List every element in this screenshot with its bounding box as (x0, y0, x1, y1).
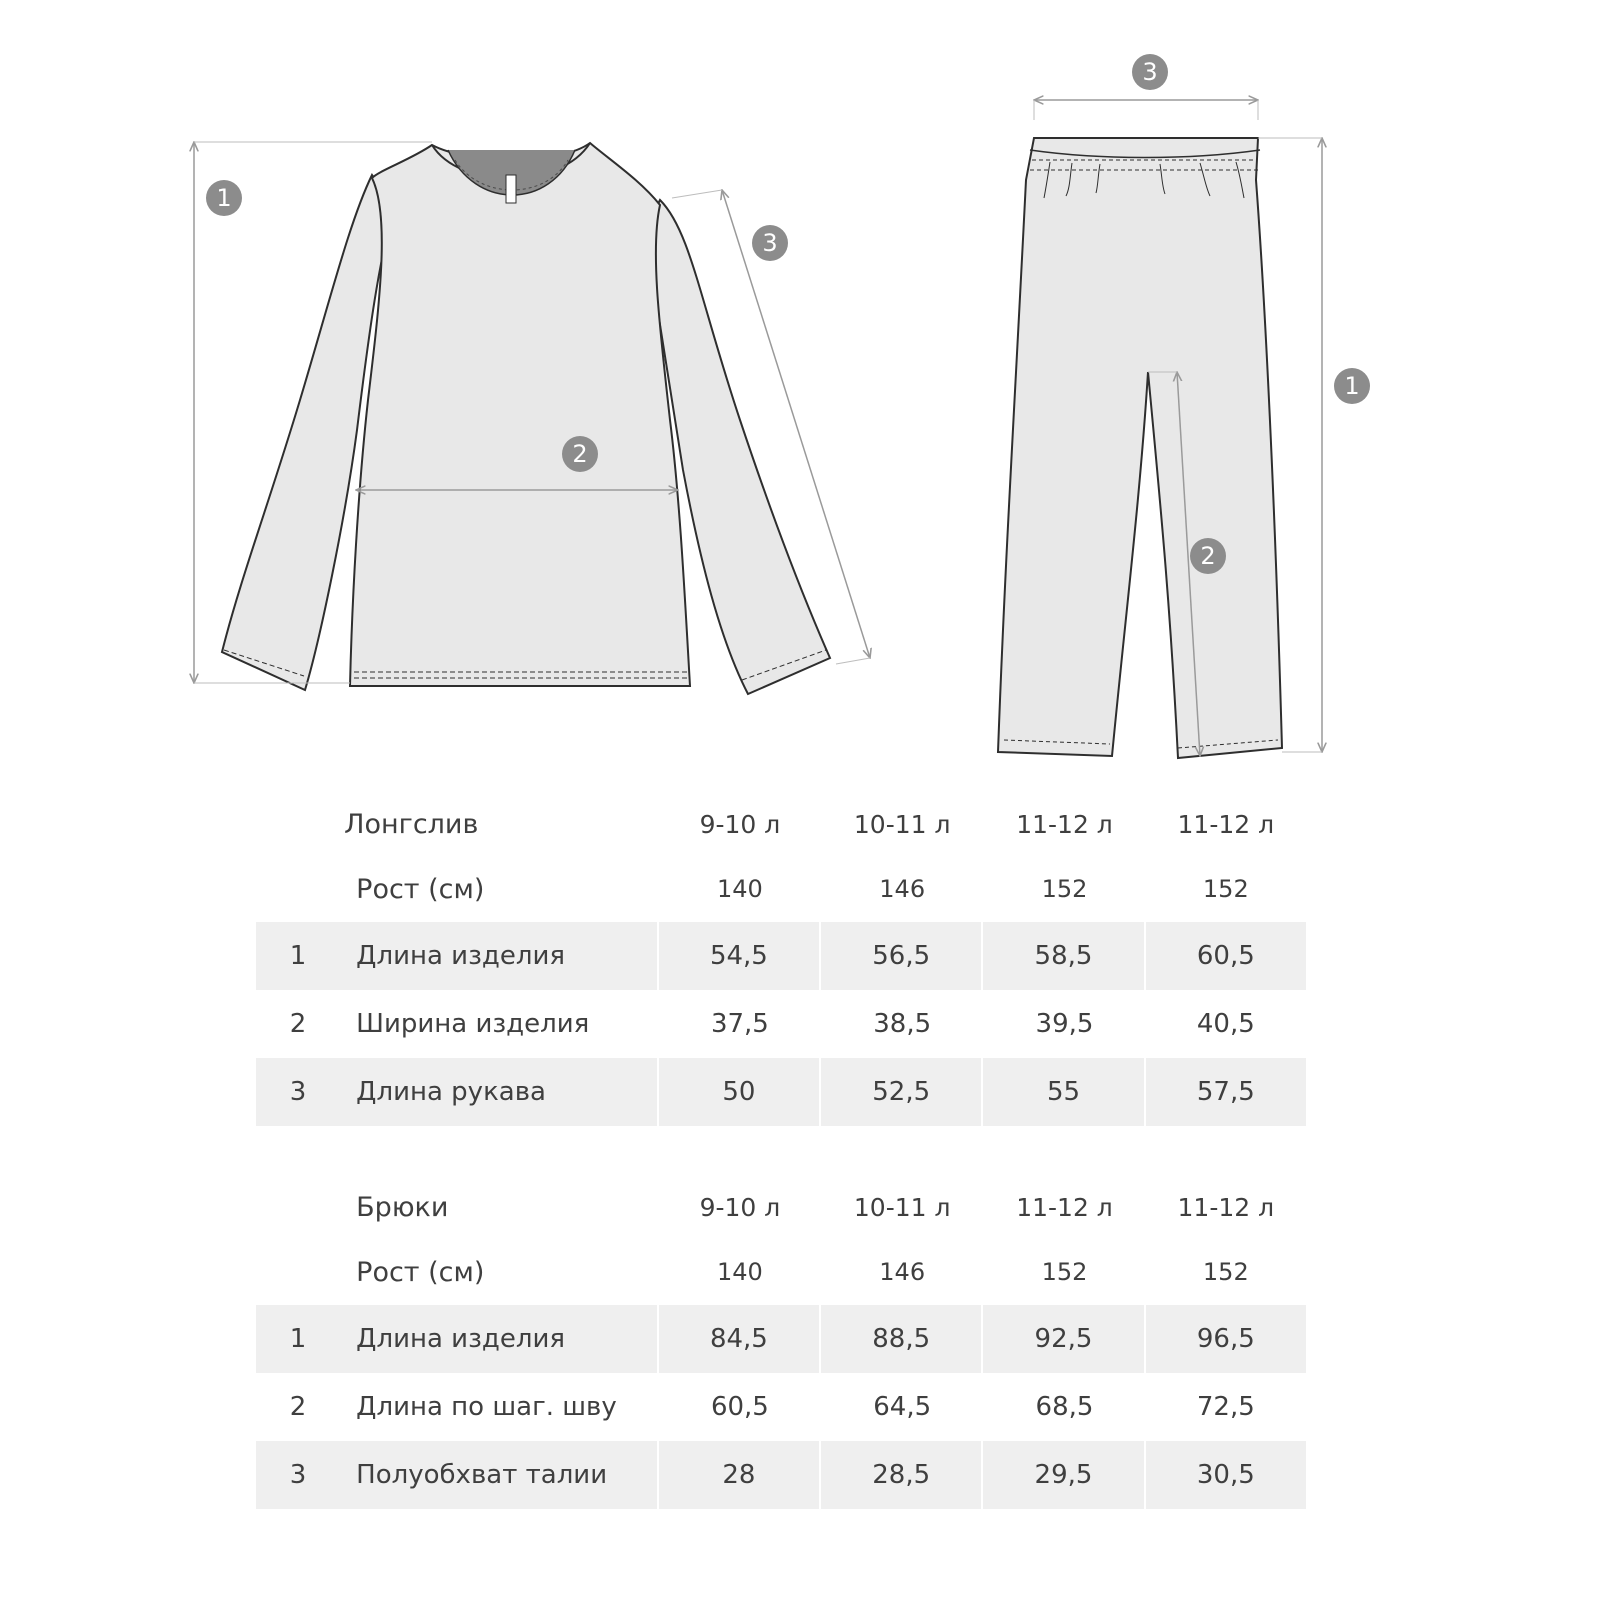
row-label: Длина по шаг. шву (356, 1392, 617, 1422)
height-label: Рост (см) (356, 873, 485, 905)
row-label: Длина изделия (340, 922, 659, 990)
row-value: 55 (983, 1058, 1145, 1126)
height-row (256, 856, 1306, 922)
row-value: 38,5 (873, 1009, 932, 1039)
row-number: 2 (289, 1392, 307, 1422)
row-value: 88,5 (821, 1305, 983, 1373)
longsleeve-size-table (256, 792, 1306, 1126)
table-row (256, 1058, 1306, 1126)
row-value: 57,5 (1146, 1058, 1306, 1126)
size-header: 10-11 л (853, 809, 951, 839)
garment-diagrams (0, 0, 1600, 780)
height-value: 152 (1041, 1258, 1088, 1286)
trousers-marker-2-label: 2 (1200, 542, 1216, 570)
row-number: 3 (256, 1058, 340, 1126)
size-header: 11-12 л (1016, 1192, 1113, 1222)
row-value: 50 (659, 1058, 821, 1126)
trousers-drawing (998, 54, 1370, 758)
row-value: 30,5 (1146, 1441, 1306, 1509)
row-value: 92,5 (983, 1305, 1145, 1373)
row-label: Длина изделия (340, 1305, 659, 1373)
row-number: 1 (256, 922, 340, 990)
table-title: Брюки (356, 1191, 449, 1223)
row-label: Полуобхват талии (340, 1441, 659, 1509)
size-header: 11-12 л (1016, 809, 1113, 839)
size-header: 11-12 л (1177, 1192, 1275, 1222)
marker-2-label: 2 (572, 440, 588, 468)
size-header: 11-12 л (1177, 809, 1275, 839)
marker-3-label: 3 (762, 229, 778, 257)
table-header-row (256, 792, 1306, 856)
row-value: 58,5 (983, 922, 1145, 990)
row-value: 72,5 (1196, 1392, 1255, 1422)
height-value: 140 (716, 1258, 763, 1286)
row-value: 28,5 (821, 1441, 983, 1509)
size-header: 9-10 л (699, 809, 781, 839)
row-value: 68,5 (1035, 1392, 1094, 1422)
height-value: 146 (879, 1258, 926, 1286)
height-value: 152 (1202, 1258, 1249, 1286)
row-value: 56,5 (821, 922, 983, 990)
row-number: 1 (256, 1305, 340, 1373)
trousers-marker-1-label: 1 (1344, 372, 1360, 400)
row-value: 40,5 (1196, 1009, 1255, 1039)
row-value: 84,5 (659, 1305, 821, 1373)
row-value: 37,5 (710, 1009, 769, 1039)
size-header: 10-11 л (853, 1192, 951, 1222)
height-value: 146 (879, 875, 926, 903)
row-value: 29,5 (983, 1441, 1145, 1509)
row-number: 2 (289, 1009, 307, 1039)
marker-1-label: 1 (216, 184, 232, 212)
table-row (256, 1373, 1306, 1441)
trousers-size-table (256, 1175, 1306, 1509)
longsleeve-drawing (194, 142, 870, 694)
height-value: 152 (1202, 875, 1249, 903)
table-title: Лонгслив (344, 808, 479, 840)
size-header: 9-10 л (699, 1192, 781, 1222)
row-label: Ширина изделия (356, 1009, 590, 1039)
row-value: 60,5 (710, 1392, 769, 1422)
row-value: 39,5 (1035, 1009, 1094, 1039)
height-value: 152 (1041, 875, 1088, 903)
row-value: 60,5 (1146, 922, 1306, 990)
table-header-row (256, 1175, 1306, 1239)
row-number: 3 (256, 1441, 340, 1509)
table-row (256, 922, 1306, 990)
height-value: 140 (716, 875, 763, 903)
height-row (256, 1239, 1306, 1305)
row-value: 96,5 (1146, 1305, 1306, 1373)
row-value: 64,5 (873, 1392, 932, 1422)
height-label: Рост (см) (356, 1256, 485, 1288)
trousers-marker-3-label: 3 (1142, 58, 1158, 86)
row-value: 52,5 (821, 1058, 983, 1126)
row-label: Длина рукава (340, 1058, 659, 1126)
row-value: 28 (659, 1441, 821, 1509)
table-row (256, 1441, 1306, 1509)
table-row (256, 990, 1306, 1058)
table-row (256, 1305, 1306, 1373)
row-value: 54,5 (659, 922, 821, 990)
